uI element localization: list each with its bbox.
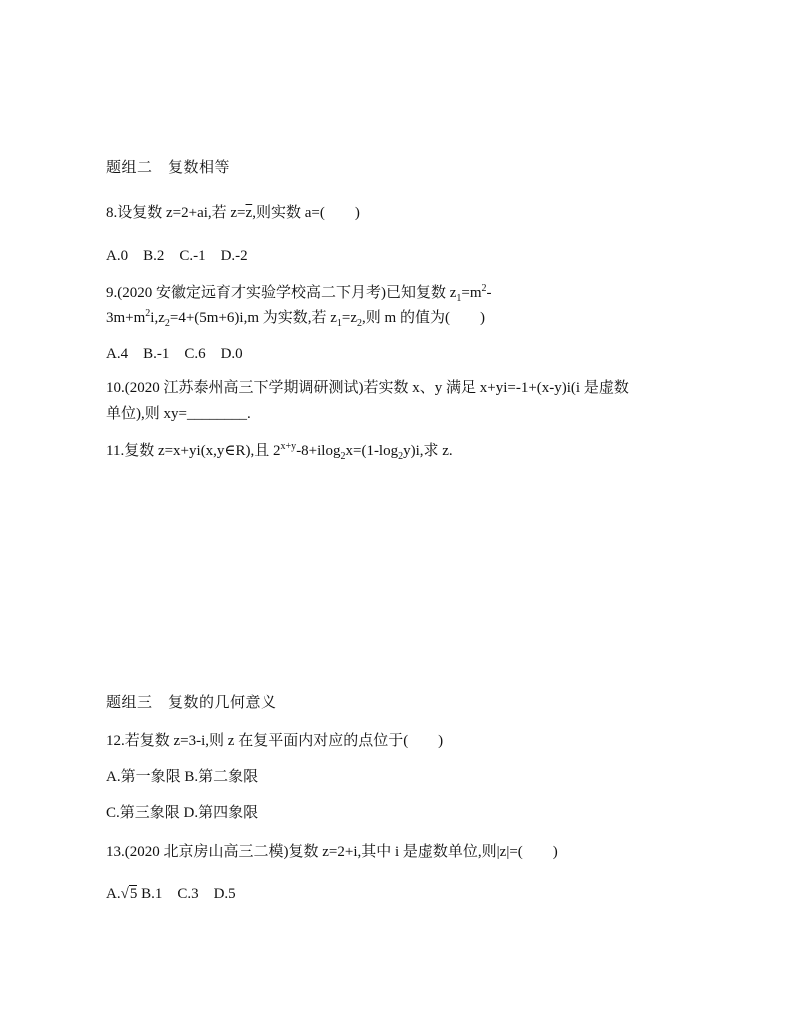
question-12-options-row-1: A.第一象限 B.第二象限 bbox=[106, 769, 259, 785]
question-10-line-1: 10.(2020 江苏泰州高三下学期调研测试)若实数 x、y 满足 x+yi=-1+(x-y)i(i 是虚数 bbox=[106, 380, 629, 396]
question-8-options: A.0 B.2 C.-1 D.-2 bbox=[106, 248, 248, 264]
question-9-options: A.4 B.-1 C.6 D.0 bbox=[106, 346, 243, 362]
q9-line1-sup: 2 bbox=[481, 283, 487, 294]
q13-opt-a-prefix: A. bbox=[106, 886, 121, 902]
question-11 bbox=[106, 441, 453, 461]
q11-part-b: -8+ilog bbox=[296, 443, 341, 459]
q8-stem-a: 8.设复数 z=2+ai,若 z= bbox=[106, 205, 246, 221]
section-title-2: 题组二 复数相等 bbox=[106, 160, 231, 176]
q9-line2-a: 3m+m bbox=[106, 310, 146, 326]
q13-opt-rest: B.1 C.3 D.5 bbox=[137, 886, 236, 902]
question-12-options-row-2: C.第三象限 D.第四象限 bbox=[106, 805, 259, 821]
q9-line1-c: - bbox=[486, 285, 492, 301]
q11-part-c: x=(1-log bbox=[345, 443, 399, 459]
q8-conjugate-z: $\overline{z}$ bbox=[245, 205, 253, 221]
question-8-stem bbox=[106, 203, 360, 223]
q11-part-sub1: 2 bbox=[340, 451, 346, 462]
question-9-line-1 bbox=[106, 283, 492, 303]
sqrt-icon: √ bbox=[120, 886, 129, 902]
q11-part-sup: x+y bbox=[280, 441, 297, 452]
q11-part-a: 11.复数 z=x+yi(x,y∈R),且 2 bbox=[106, 443, 281, 459]
q9-line2-e: ,则 m 的值为( ) bbox=[362, 310, 485, 326]
q13-sqrt bbox=[121, 884, 138, 904]
q9-line1-b: =m bbox=[461, 285, 482, 301]
q9-line1-a: 9.(2020 安徽定远育才实验学校高二下月考)已知复数 z bbox=[106, 285, 457, 301]
question-13-options bbox=[106, 884, 236, 904]
q11-part-d: y)i,求 z. bbox=[403, 443, 453, 459]
question-13-stem: 13.(2020 北京房山高三二模)复数 z=2+i,其中 i 是虚数单位,则|z|=( ) bbox=[106, 844, 558, 860]
q9-line2-c: =4+(5m+6)i,m 为实数,若 z bbox=[169, 310, 337, 326]
q9-line2-sub3: 1 bbox=[336, 318, 342, 329]
question-10-line-2: 单位),则 xy=________. bbox=[106, 406, 251, 422]
question-12-stem: 12.若复数 z=3-i,则 z 在复平面内对应的点位于( ) bbox=[106, 733, 444, 749]
q9-line2-b: i,z bbox=[150, 310, 165, 326]
q9-line2-sup: 2 bbox=[145, 308, 151, 319]
q13-sqrt-arg: 5 bbox=[129, 886, 138, 902]
section-title-3: 题组三 复数的几何意义 bbox=[106, 695, 277, 711]
q8-stem-c: ,则实数 a=( ) bbox=[252, 205, 360, 221]
q9-line2-d: =z bbox=[341, 310, 358, 326]
question-9-line-2 bbox=[106, 308, 485, 328]
q9-line2-sub4: 2 bbox=[357, 318, 363, 329]
q9-line1-sub: 1 bbox=[456, 293, 462, 304]
q9-line2-sub2: 2 bbox=[164, 318, 170, 329]
q11-part-sub2: 2 bbox=[398, 451, 404, 462]
